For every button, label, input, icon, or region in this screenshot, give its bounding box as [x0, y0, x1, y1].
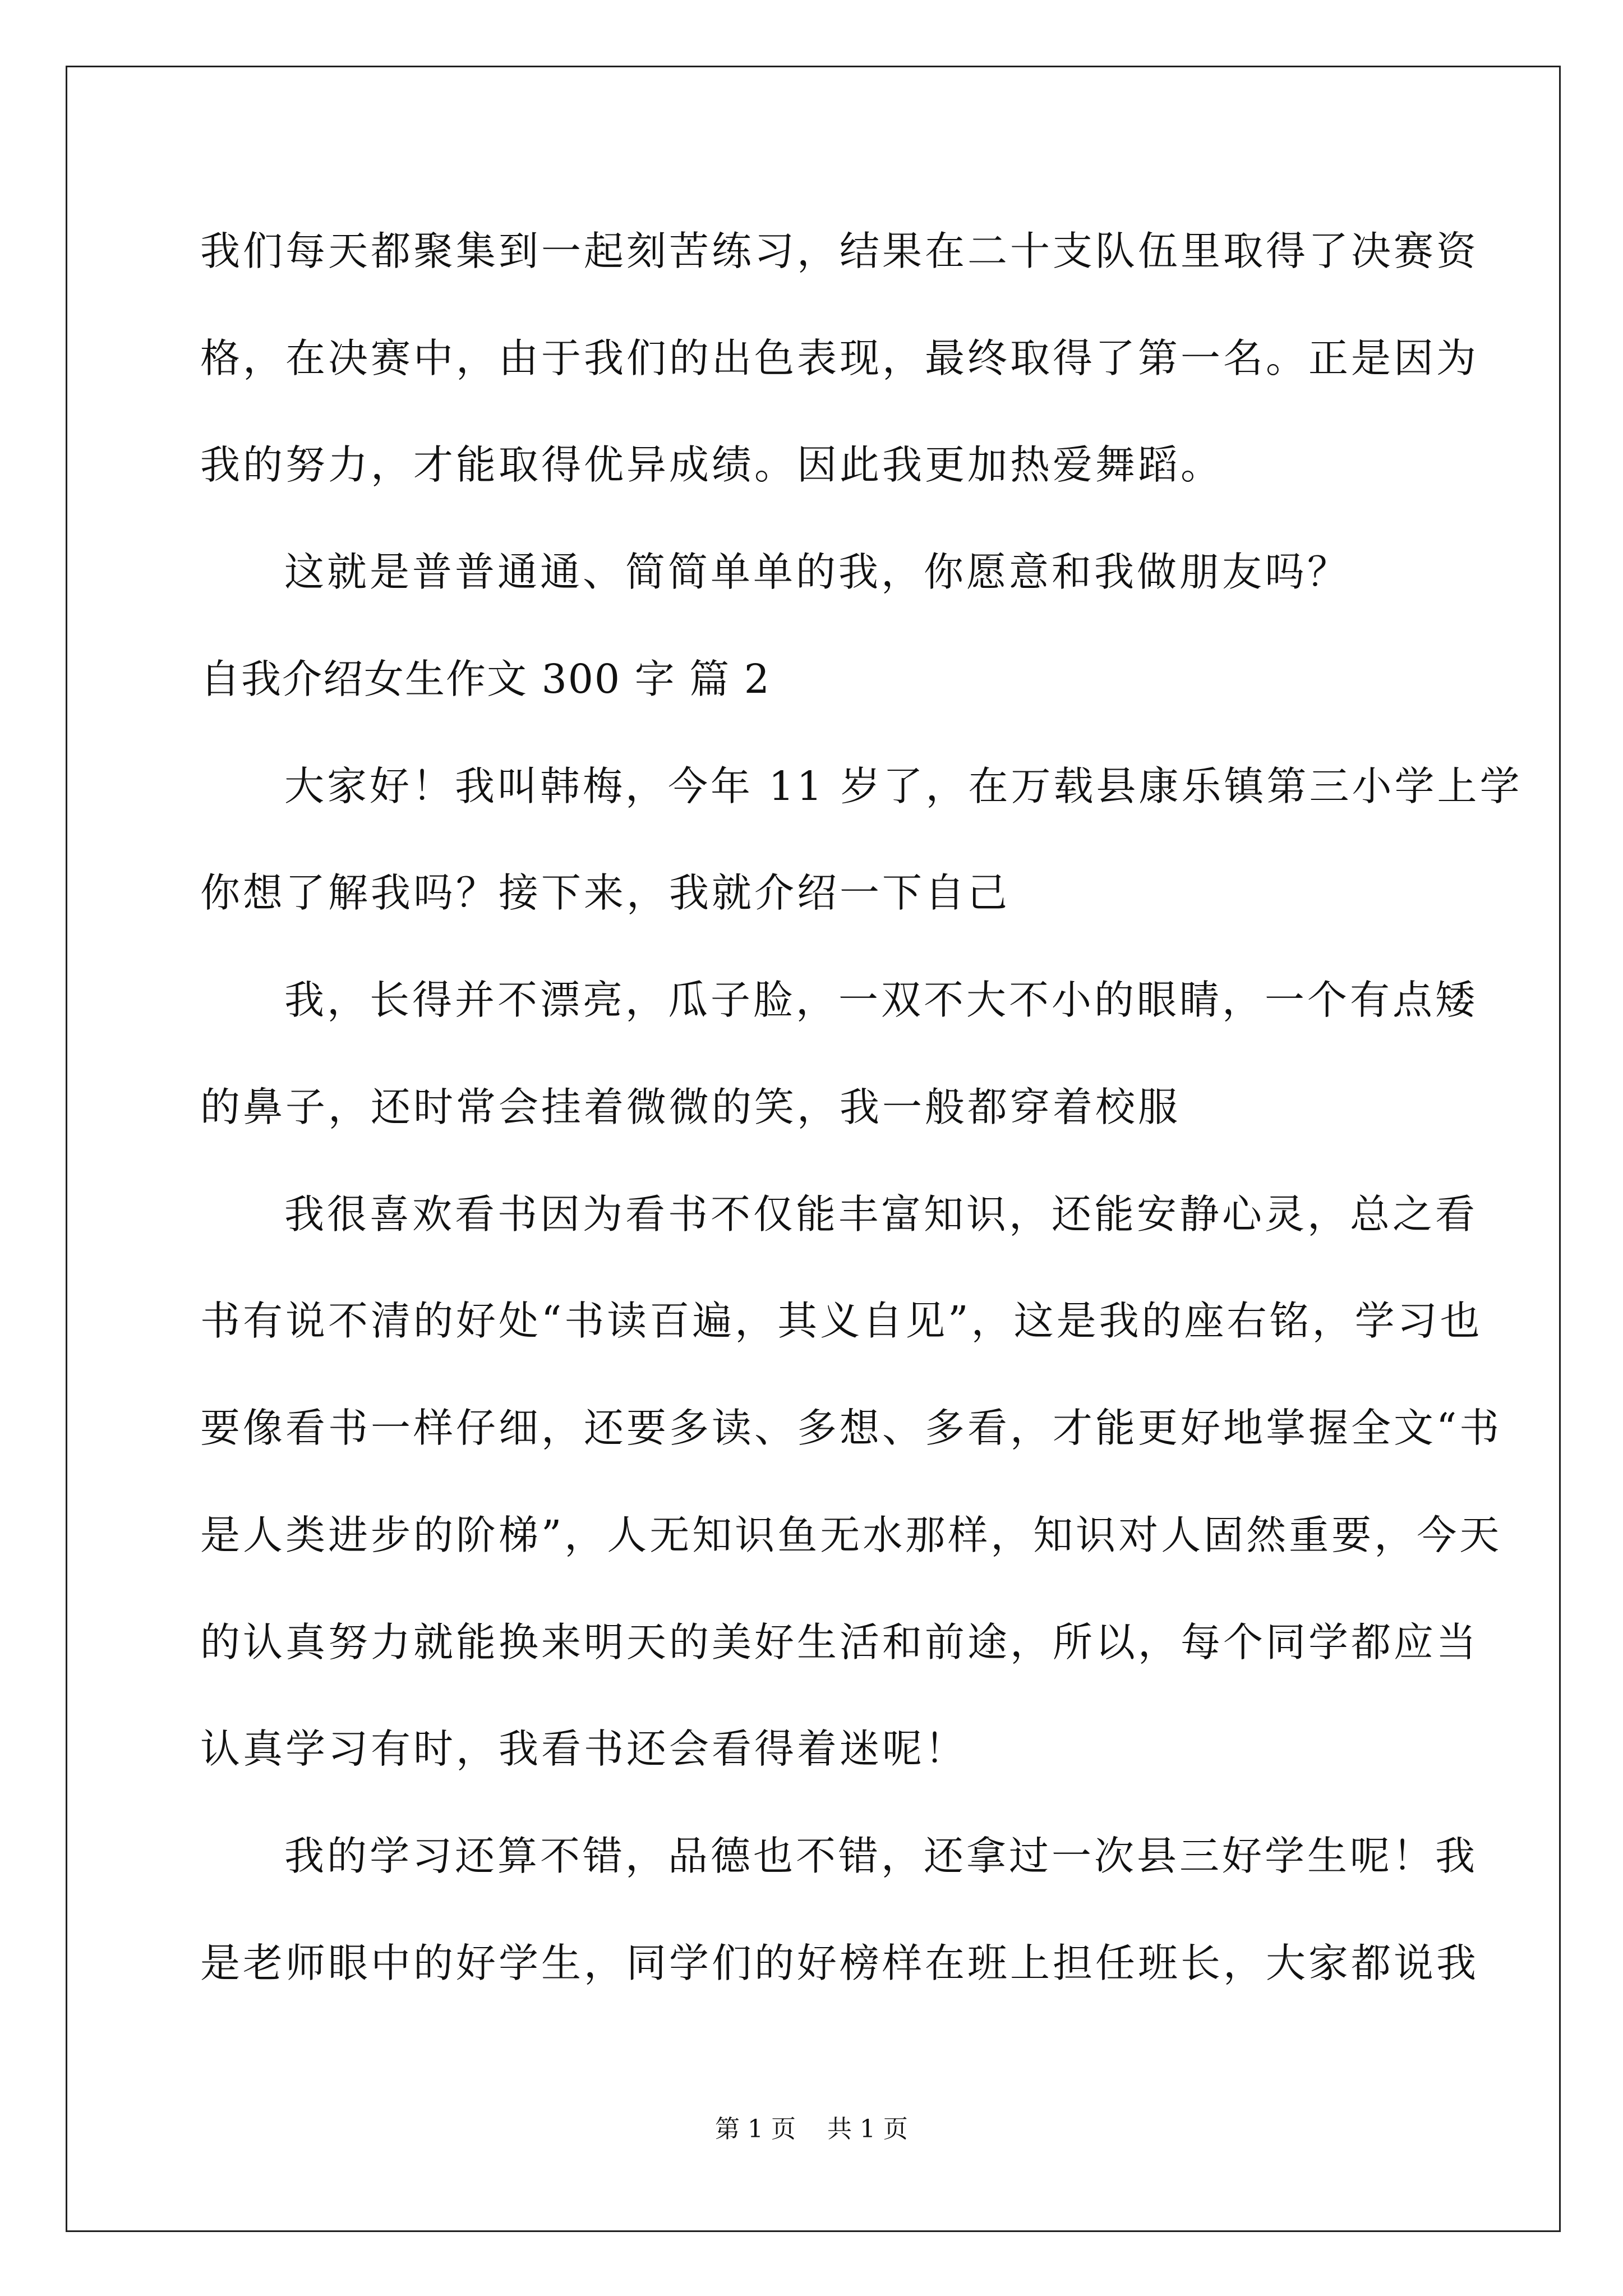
page-number-footer: 第 1 页 共 1 页 [715, 2115, 908, 2143]
body-line-6: 你想了解我吗？接下来，我就介绍一下自己 [200, 869, 1011, 916]
body-line-3: 我的努力，才能取得优异成绩。因此我更加热爱舞蹈。 [200, 441, 1224, 488]
body-line-1: 我们每天都聚集到一起刻苦练习，结果在二十支队伍里取得了决赛资 [200, 228, 1479, 274]
body-line-14: 认真学习有时，我看书还会看得着迷呢！ [200, 1726, 968, 1772]
body-line-11: 要像看书一样仔细，还要多读、多想、多看，才能更好地掌握全文“书 [200, 1405, 1502, 1451]
body-line-12: 是人类进步的阶梯”，人无知识鱼无水那样，知识对人固然重要，今天 [200, 1512, 1502, 1558]
body-line-5: 大家好！我叫韩梅，今年 11 岁了，在万载县康乐镇第三小学上学 [284, 763, 1523, 809]
body-line-7: 我，长得并不漂亮，瓜子脸，一双不大不小的眼睛，一个有点矮 [284, 977, 1478, 1023]
body-line-2: 格，在决赛中，由于我们的出色表现，最终取得了第一名。正是因为 [200, 335, 1479, 381]
body-line-13: 的认真努力就能换来明天的美好生活和前途，所以，每个同学都应当 [200, 1619, 1479, 1665]
body-line-10: 书有说不清的好处“书读百遍，其义自见”，这是我的座右铭，学习也 [200, 1297, 1483, 1344]
section-heading: 自我介绍女生作文 300 字 篇 2 [200, 656, 771, 702]
body-line-15: 我的学习还算不错，品德也不错，还拿过一次县三好学生呢！我 [284, 1833, 1478, 1879]
body-line-4: 这就是普普通通、简简单单的我，你愿意和我做朋友吗？ [284, 549, 1350, 595]
page-border [66, 66, 1561, 2232]
body-line-9: 我很喜欢看书因为看书不仅能丰富知识，还能安静心灵，总之看 [284, 1191, 1478, 1237]
body-line-16: 是老师眼中的好学生，同学们的好榜样在班上担任班长，大家都说我 [200, 1940, 1479, 1986]
body-line-8: 的鼻子，还时常会挂着微微的笑，我一般都穿着校服 [200, 1084, 1181, 1130]
